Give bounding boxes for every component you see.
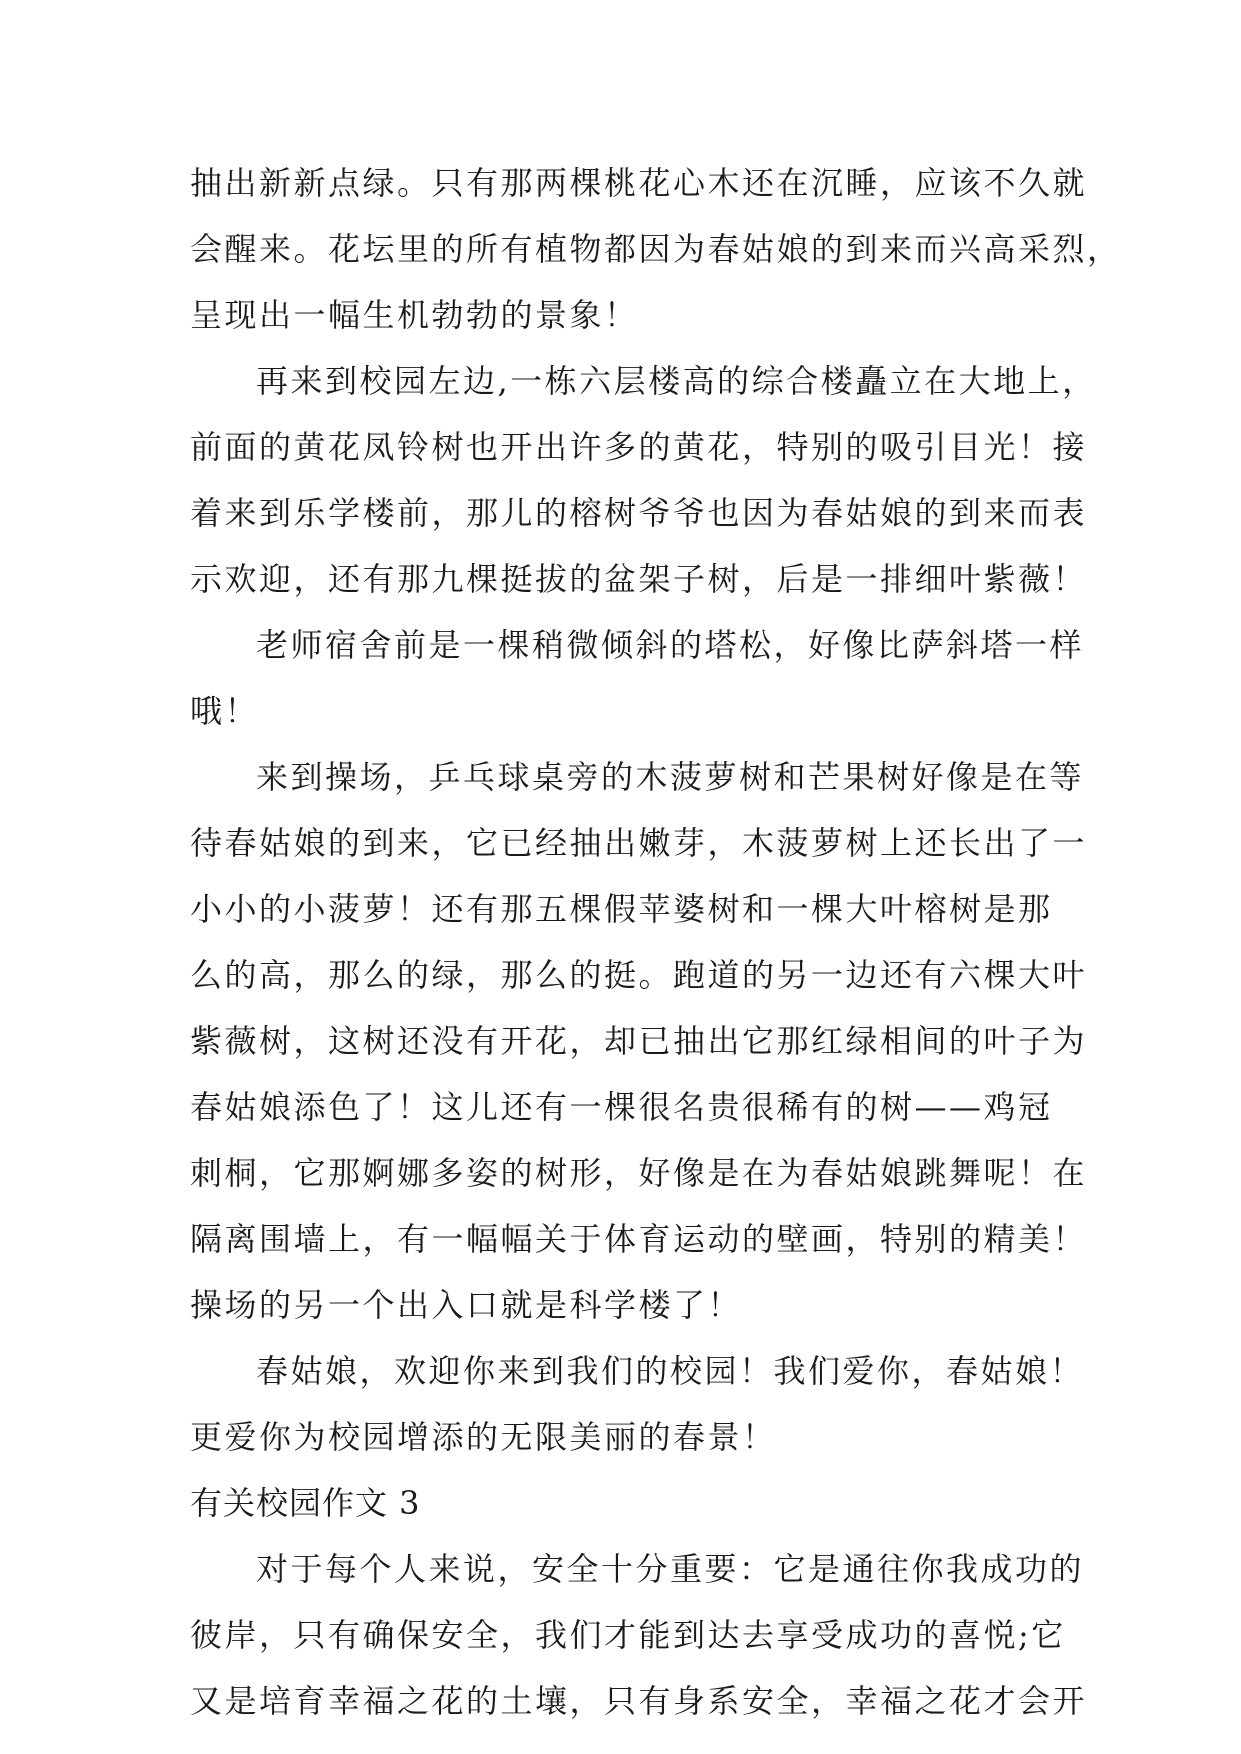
- text-line: 示欢迎，还有那九棵挺拔的盆架子树，后是一排细叶紫薇！: [190, 560, 1088, 598]
- section-heading: 有关校园作文 3: [190, 1484, 421, 1522]
- text-line: 春姑娘添色了！这儿还有一棵很名贵很稀有的树——鸡冠: [190, 1088, 1053, 1126]
- text-line: 着来到乐学楼前，那儿的榕树爷爷也因为春姑娘的到来而表: [190, 494, 1088, 532]
- text-line: 春姑娘，欢迎你来到我们的校园！我们爱你，春姑娘！: [256, 1352, 1085, 1390]
- text-line: 操场的另一个出入口就是科学楼了！: [190, 1286, 743, 1324]
- text-line: 么的高，那么的绿，那么的挺。跑道的另一边还有六棵大叶: [190, 956, 1088, 994]
- text-line: 哦！: [190, 692, 260, 730]
- text-line: 再来到校园左边,一栋六层楼高的综合楼矗立在大地上，: [256, 362, 1097, 400]
- text-line: 又是培育幸福之花的土壤，只有身系安全，幸福之花才会开: [190, 1682, 1088, 1720]
- text-line: 来到操场，乒乓球桌旁的木菠萝树和芒果树好像是在等: [256, 758, 1085, 796]
- text-line: 呈现出一幅生机勃勃的景象！: [190, 296, 639, 334]
- text-line: 待春姑娘的到来，它已经抽出嫩芽，木菠萝树上还长出了一: [190, 824, 1088, 862]
- text-line: 会醒来。花坛里的所有植物都因为春姑娘的到来而兴高采烈，: [190, 230, 1122, 268]
- text-line: 更爱你为校园增添的无限美丽的春景！: [190, 1418, 777, 1456]
- text-line: 隔离围墙上，有一幅幅关于体育运动的壁画，特别的精美！: [190, 1220, 1088, 1258]
- text-line: 紫薇树，这树还没有开花，却已抽出它那红绿相间的叶子为: [190, 1022, 1088, 1060]
- text-line: 小小的小菠萝！还有那五棵假苹婆树和一棵大叶榕树是那: [190, 890, 1053, 928]
- text-line: 抽出新新点绿。只有那两棵桃花心木还在沉睡，应该不久就: [190, 164, 1088, 202]
- text-line: 刺桐，它那婀娜多姿的树形，好像是在为春姑娘跳舞呢！在: [190, 1154, 1088, 1192]
- text-line: 对于每个人来说，安全十分重要：它是通往你我成功的: [256, 1550, 1085, 1588]
- text-line: 前面的黄花凤铃树也开出许多的黄花，特别的吸引目光！接: [190, 428, 1088, 466]
- text-line: 老师宿舍前是一棵稍微倾斜的塔松，好像比萨斜塔一样: [256, 626, 1085, 664]
- text-line: 彼岸，只有确保安全，我们才能到达去享受成功的喜悦;它: [190, 1616, 1066, 1654]
